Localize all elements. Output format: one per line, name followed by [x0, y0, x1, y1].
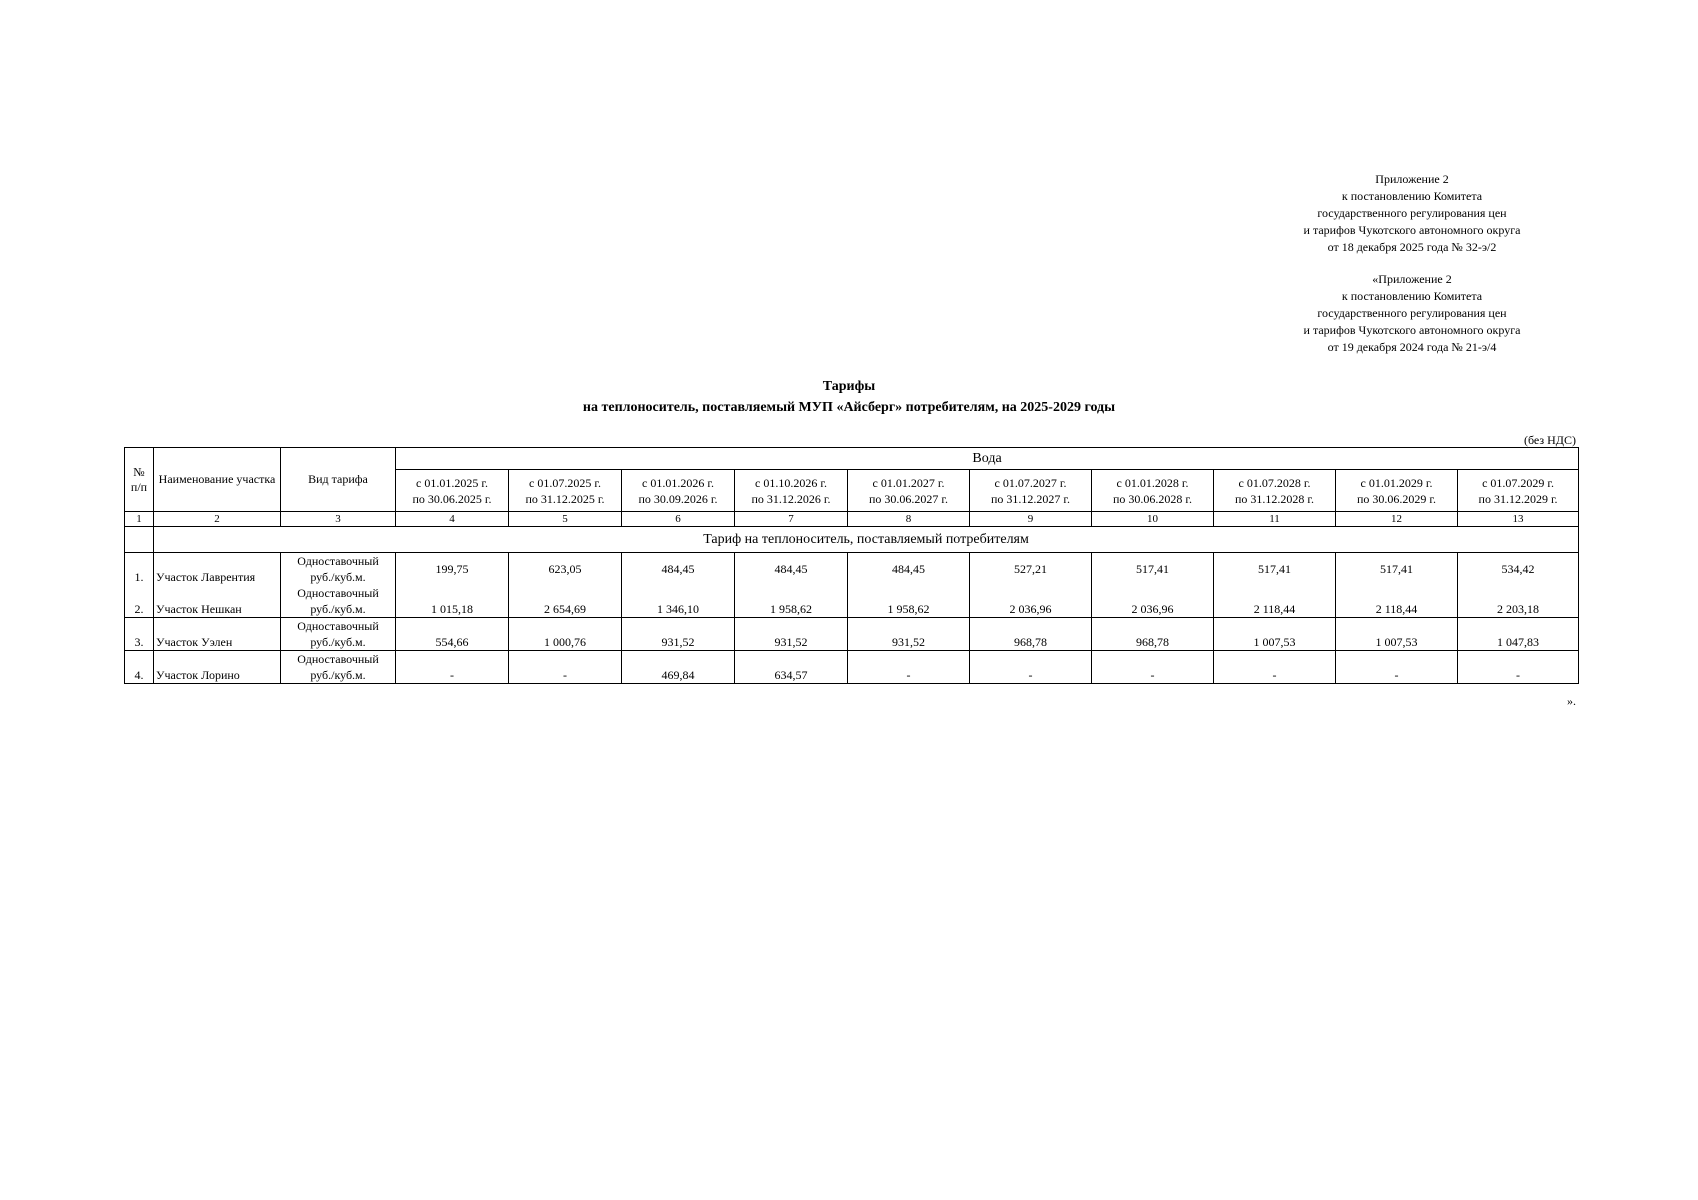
period-from: с 01.07.2029 г.	[1482, 475, 1554, 490]
period-from: с 01.01.2028 г.	[1116, 475, 1189, 490]
tariff-value: 1 007,53	[1336, 618, 1458, 651]
row-tariff-type	[281, 553, 396, 586]
tariff-value: 2 036,96	[970, 585, 1092, 618]
tariff-value: 2 118,44	[1336, 585, 1458, 618]
appendix-line: и тарифов Чукотского автономного округа	[1303, 323, 1521, 337]
period-to: по 31.12.2027 г.	[991, 491, 1070, 506]
row-number: 3.	[125, 618, 154, 651]
closing-quote-mark: ».	[1567, 694, 1576, 708]
row-name: Участок Уэлен	[154, 618, 281, 651]
section-empty-cell	[125, 527, 154, 553]
header-row	[125, 448, 1579, 470]
period-to: по 31.12.2026 г.	[751, 491, 831, 506]
tariff-value: 2 654,69	[509, 585, 622, 618]
tariff-value: 1 958,62	[848, 585, 970, 618]
vat-note: (без НДС)	[1523, 433, 1576, 447]
row-number: 4.	[125, 651, 154, 684]
period-cell	[1336, 470, 1458, 512]
appendix-line: к постановлению Комитета	[1341, 189, 1483, 203]
row-tariff-type	[281, 618, 396, 651]
period-cell	[1092, 470, 1214, 512]
appendix-line: государственного регулирования цен	[1317, 306, 1507, 320]
period-from: с 01.01.2029 г.	[1360, 475, 1433, 490]
tariff-value: 199,75	[396, 553, 509, 586]
appendix-line: и тарифов Чукотского автономного округа	[1303, 223, 1521, 237]
tariff-value: 2 203,18	[1458, 585, 1579, 618]
tariff-value: 931,52	[848, 618, 970, 651]
period-cell	[396, 470, 509, 512]
tariff-value: 534,42	[1458, 553, 1579, 586]
tariff-value: 931,52	[622, 618, 735, 651]
tariff-value: 1 015,18	[396, 585, 509, 618]
period-to: по 30.06.2025 г.	[412, 491, 492, 506]
tariff-value: 469,84	[622, 651, 735, 684]
period-to: по 31.12.2028 г.	[1235, 491, 1314, 506]
appendix-line: «Приложение 2	[1372, 272, 1452, 286]
column-number: 4	[396, 512, 509, 527]
tariff-value: -	[970, 651, 1092, 684]
tariff-value: 484,45	[848, 553, 970, 586]
tariff-value: 517,41	[1336, 553, 1458, 586]
tariff-unit-label: руб./куб.м.	[310, 668, 366, 682]
tariff-value: 1 007,53	[1214, 618, 1336, 651]
document-title	[0, 376, 1698, 418]
column-number: 13	[1458, 512, 1579, 527]
appendix-line: государственного регулирования цен	[1317, 206, 1507, 220]
column-number: 11	[1214, 512, 1336, 527]
column-number: 1	[125, 512, 154, 527]
column-number: 10	[1092, 512, 1214, 527]
tariff-type-label: Одноставочный	[297, 619, 379, 633]
header-water: Вода	[396, 448, 1579, 470]
tariff-value: 484,45	[735, 553, 848, 586]
title-line-1: Тарифы	[822, 379, 876, 394]
tariff-value: 931,52	[735, 618, 848, 651]
tariff-value: 484,45	[622, 553, 735, 586]
period-from: с 01.01.2025 г.	[416, 475, 488, 490]
appendix-line: Приложение 2	[1375, 172, 1449, 186]
period-from: с 01.07.2028 г.	[1238, 475, 1311, 490]
tariff-value: 554,66	[396, 618, 509, 651]
column-number: 12	[1336, 512, 1458, 527]
tariff-value: -	[1214, 651, 1336, 684]
appendix-line: к постановлению Комитета	[1341, 289, 1483, 303]
header-type: Вид тарифа	[281, 448, 396, 512]
tariff-value: 1 047,83	[1458, 618, 1579, 651]
appendix-gap	[1262, 256, 1562, 271]
period-to: по 30.09.2026 г.	[638, 491, 718, 506]
table-row	[125, 651, 1579, 684]
column-number: 7	[735, 512, 848, 527]
column-number: 8	[848, 512, 970, 527]
tariff-value: 517,41	[1092, 553, 1214, 586]
tariff-unit-label: руб./куб.м.	[310, 602, 366, 616]
header-name: Наименование участка	[154, 448, 281, 512]
tariff-value: 968,78	[1092, 618, 1214, 651]
column-number: 5	[509, 512, 622, 527]
appendix-line: от 18 декабря 2025 года № 32-э/2	[1327, 240, 1497, 254]
tariff-value: 2 118,44	[1214, 585, 1336, 618]
tariff-value: -	[509, 651, 622, 684]
tariff-unit-label: руб./куб.м.	[310, 570, 366, 584]
period-cell	[970, 470, 1092, 512]
table-row	[125, 585, 1579, 618]
column-number: 9	[970, 512, 1092, 527]
section-label: Тариф на теплоноситель, поставляемый потребителям	[154, 527, 1579, 553]
title-line-2: на теплоноситель, поставляемый МУП «Айсберг» потребителям, на 2025-2029 годы	[582, 400, 1116, 415]
appendix-note	[1262, 171, 1562, 356]
tariff-table	[124, 447, 1579, 684]
tariff-value: 527,21	[970, 553, 1092, 586]
period-to: по 31.12.2025 г.	[525, 491, 605, 506]
period-to: по 30.06.2029 г.	[1357, 491, 1436, 506]
row-name: Участок Лорино	[154, 651, 281, 684]
period-cell	[509, 470, 622, 512]
period-cell	[1214, 470, 1336, 512]
tariff-value: 1 000,76	[509, 618, 622, 651]
column-number: 2	[154, 512, 281, 527]
row-number: 1.	[125, 553, 154, 586]
tariff-value: 517,41	[1214, 553, 1336, 586]
appendix-line: от 19 декабря 2024 года № 21-э/4	[1327, 340, 1497, 354]
tariff-value: -	[848, 651, 970, 684]
tariff-value: -	[1458, 651, 1579, 684]
period-cell	[735, 470, 848, 512]
tariff-value: 1 346,10	[622, 585, 735, 618]
row-tariff-type	[281, 585, 396, 618]
period-cell	[1458, 470, 1579, 512]
period-to: по 30.06.2028 г.	[1113, 491, 1192, 506]
period-to: по 31.12.2029 г.	[1478, 491, 1558, 506]
column-number: 6	[622, 512, 735, 527]
section-row	[125, 527, 1579, 553]
table-row	[125, 553, 1579, 586]
column-number-row	[125, 512, 1579, 527]
period-from: с 01.10.2026 г.	[755, 475, 827, 490]
tariff-value: -	[1336, 651, 1458, 684]
tariff-type-label: Одноставочный	[297, 586, 379, 600]
tariff-value: 623,05	[509, 553, 622, 586]
tariff-value: 968,78	[970, 618, 1092, 651]
tariff-value: 634,57	[735, 651, 848, 684]
row-name: Участок Лаврентия	[154, 553, 281, 586]
tariff-type-label: Одноставочный	[297, 554, 379, 568]
row-number: 2.	[125, 585, 154, 618]
tariff-value: 1 958,62	[735, 585, 848, 618]
period-from: с 01.01.2026 г.	[642, 475, 714, 490]
tariff-type-label: Одноставочный	[297, 652, 379, 666]
tariff-value: -	[1092, 651, 1214, 684]
period-from: с 01.07.2025 г.	[529, 475, 601, 490]
tariff-value: -	[396, 651, 509, 684]
header-no: № п/п	[125, 448, 154, 512]
period-cell	[622, 470, 735, 512]
tariff-unit-label: руб./куб.м.	[310, 635, 366, 649]
period-to: по 30.06.2027 г.	[869, 491, 948, 506]
table-row	[125, 618, 1579, 651]
period-from: с 01.07.2027 г.	[994, 475, 1067, 490]
row-name: Участок Нешкан	[154, 585, 281, 618]
period-cell	[848, 470, 970, 512]
tariff-value: 2 036,96	[1092, 585, 1214, 618]
period-from: с 01.01.2027 г.	[872, 475, 945, 490]
column-number: 3	[281, 512, 396, 527]
row-tariff-type	[281, 651, 396, 684]
